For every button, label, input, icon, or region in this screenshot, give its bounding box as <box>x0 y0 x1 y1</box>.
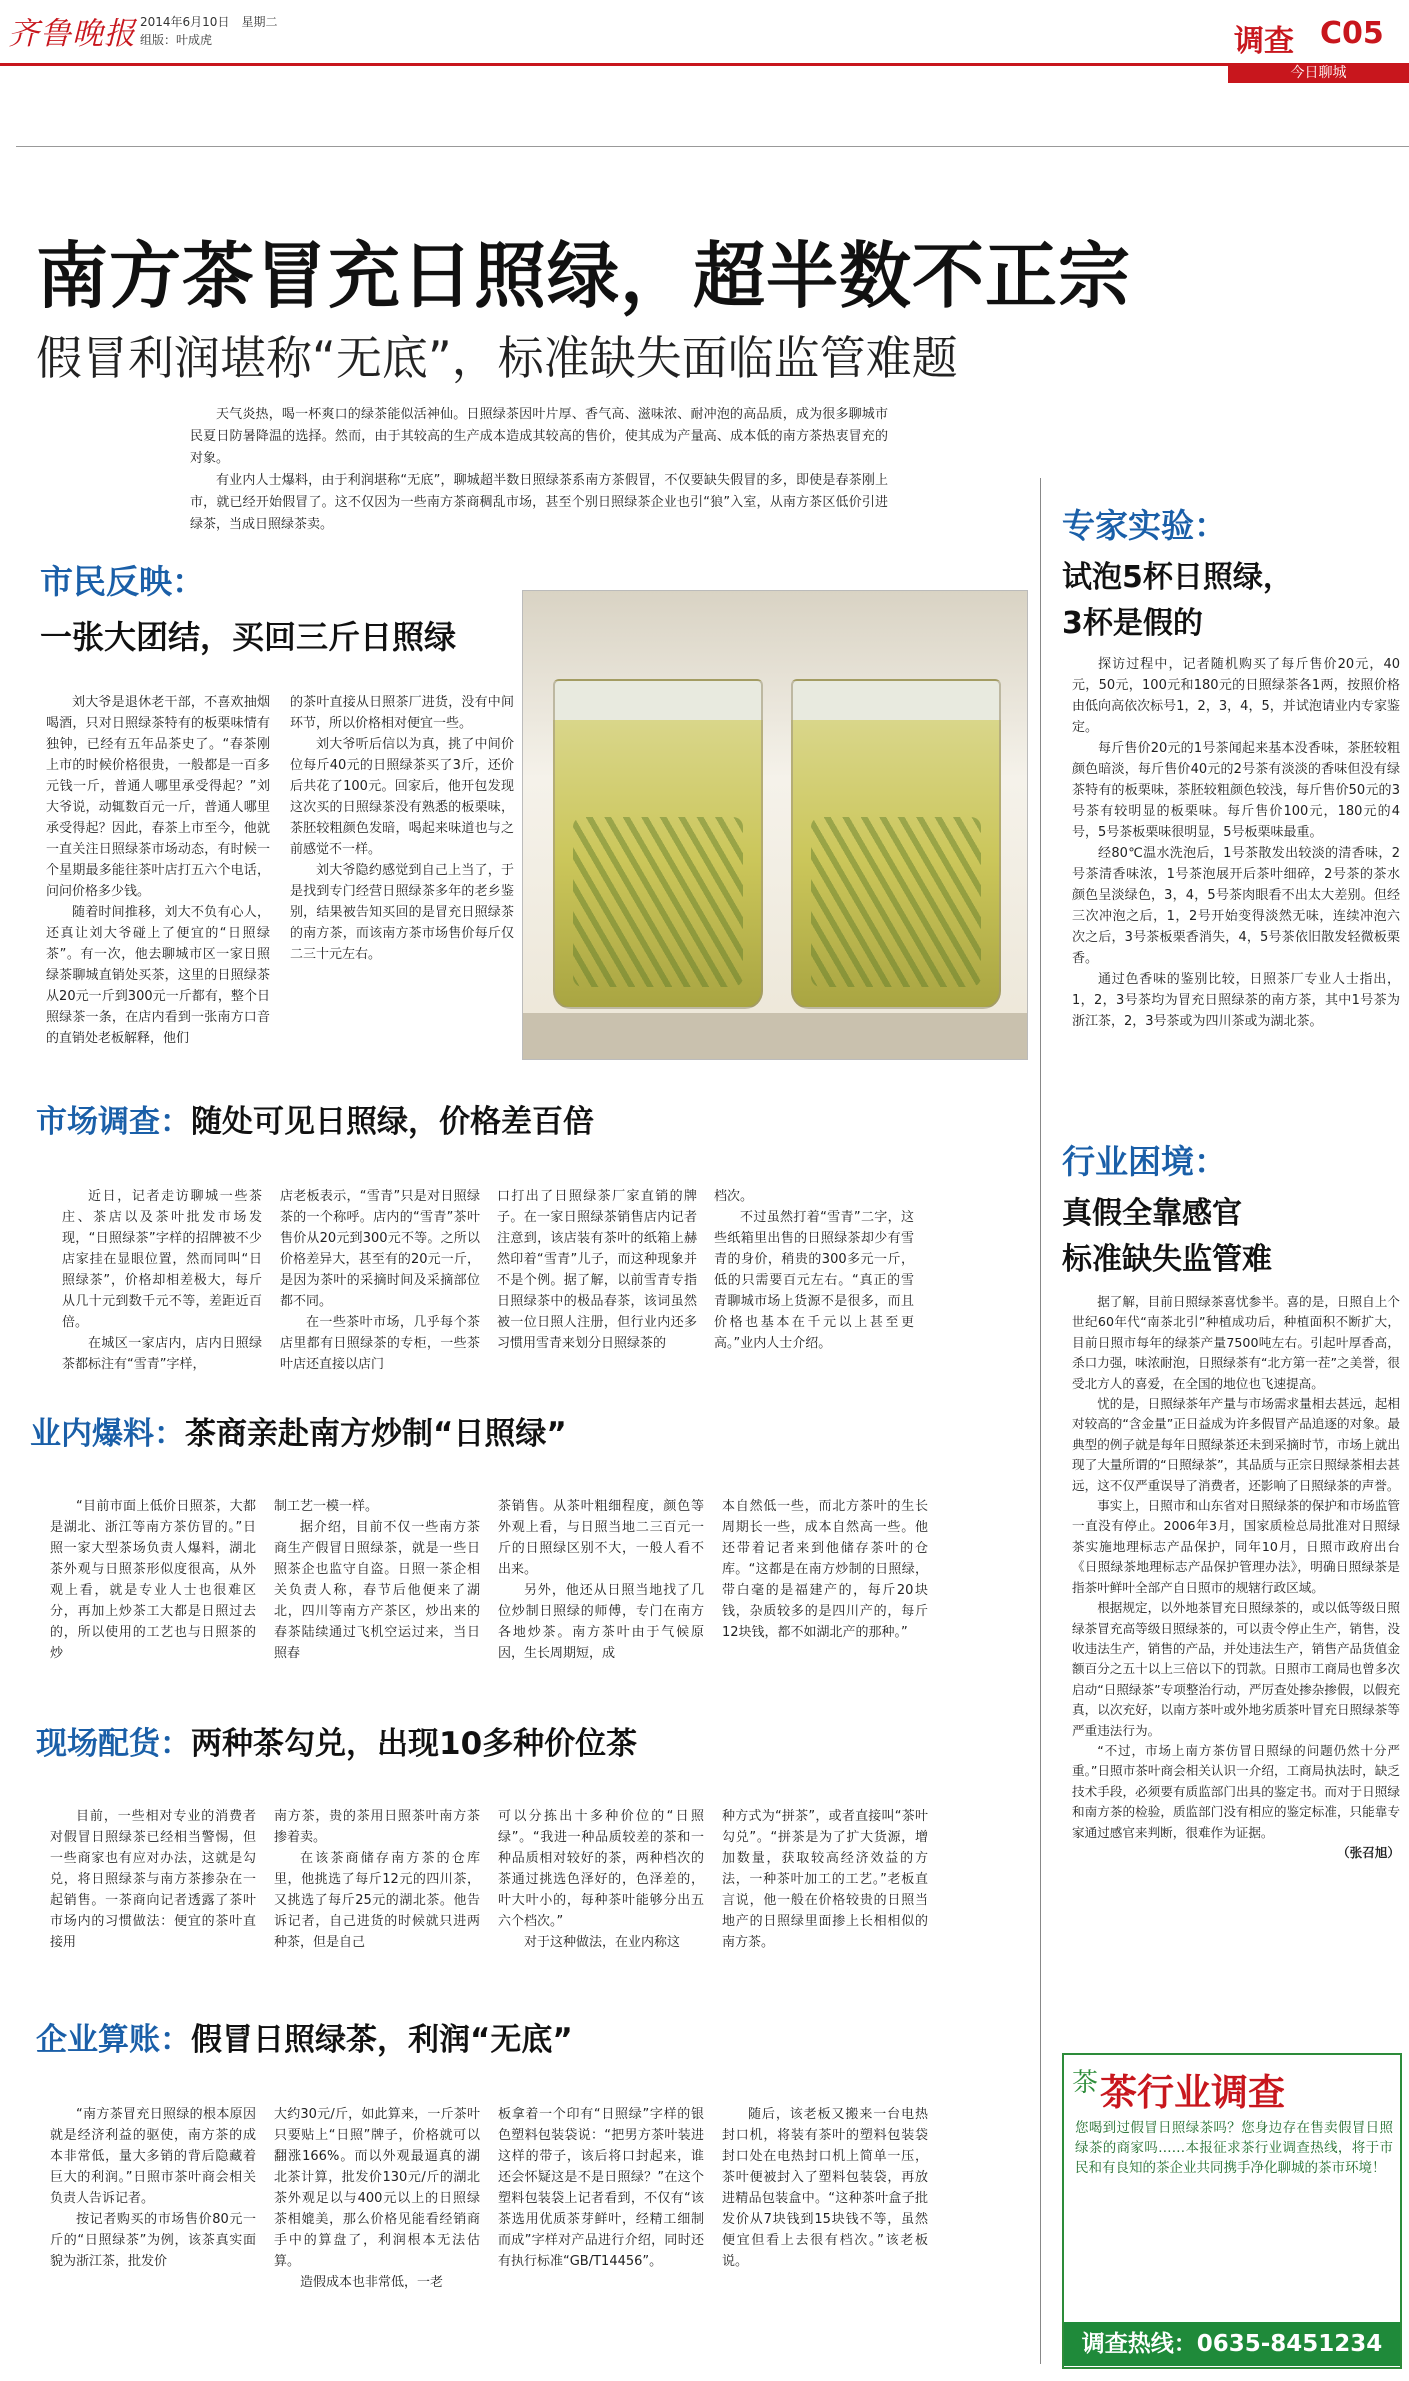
article-column <box>714 1186 914 1354</box>
ad-title: 茶行业调查 <box>1100 2071 1285 2114</box>
paragraph: 按记者购买的市场售价80元一斤的“日照绿茶”为例，该茶真实面貌为浙江茶，批发价 <box>50 2212 256 2269</box>
paragraph: 探访过程中，记者随机购买了每斤售价20元，40元，50元，100元和180元的日照绿茶各1两，按照价格由低向高依次标号1，2，3，4，5，并试泡请业内专家鉴定。 <box>1072 657 1400 735</box>
section-title-insider: 茶商亲赴南方炒制“日照绿” <box>185 1416 567 1452</box>
section-label: 市场调查： <box>36 1104 191 1140</box>
table-surface <box>523 1013 1027 1059</box>
lead-paragraph: 天气炎热，喝一杯爽口的绿茶能似活神仙。日照绿茶因叶片厚、香气高、滋味浓、耐冲泡的高品质，成为很多聊城市民夏日防暑降温的选择。然而，由于其较高的生产成本造成其较高的售价，使其成为产量高、成本低的南方茶热衷冒充的对象。 <box>190 407 888 466</box>
paragraph: 大约30元/斤，如此算来，一斤茶叶只要贴上“日照”牌子，价格就可以翻涨166%。而以外观最逼真的湖北茶计算，批发价130元/斤的湖北茶外观足以与400元以上的日照绿茶相媲美，那么价格见能看经销商手中的算盘了，利润根本无法估算。 <box>274 2107 480 2269</box>
section-label: 企业算账： <box>36 2022 191 2058</box>
section-label-business <box>36 2014 573 2059</box>
newspaper-logo: 齐鲁晚报 <box>8 16 136 52</box>
paragraph: 据了解，目前日照绿茶喜忧参半。喜的是，日照自上个世纪60年代“南茶北引”种植成功后，种植面积不断扩大，目前日照市每年的绿茶产量7500吨左右。引起叶厚香高，杀口力强，味浓耐泡，日照绿茶有“北方第一茬”之美誉，很受北方人的喜爱，在全国的地位也飞速提高。 <box>1072 1294 1400 1391</box>
paragraph: 的茶叶直接从日照茶厂进货，没有中间环节，所以价格相对便宜一些。 <box>290 695 514 731</box>
paragraph: 茶销售。从茶叶粗细程度，颜色等外观上看，与日照当地二三百元一斤的日照绿区别不大，一般人看不出来。 <box>498 1499 704 1577</box>
sidebar-column <box>1072 654 1400 1032</box>
sidebar-divider <box>1040 478 1041 2364</box>
paragraph: 制工艺一模一样。 <box>274 1499 379 1514</box>
paragraph: 另外，他还从日照当地找了几位炒制日照绿的师傅，专门在南方各地炒茶。南方茶叶由于气候原因，生长周期短，成 <box>498 1583 704 1661</box>
section-label: 现场配货： <box>36 1726 191 1762</box>
article-column <box>722 1806 928 1953</box>
layout-editor: 组版：叶成虎 <box>140 33 213 47</box>
sidebar-title-expert-2: 3杯是假的 <box>1062 606 1203 641</box>
tea-glasses-photo <box>522 590 1028 1060</box>
article-column <box>50 1806 256 1953</box>
paragraph: 在城区一家店内，店内日照绿茶都标注有“雪青”字样， <box>62 1336 262 1372</box>
paragraph: 口打出了日照绿茶厂家直销的牌子。在一家日照绿茶销售店内记者注意到，该店装有茶叶的纸箱上赫然印着“雪青”儿子，而这种现象并不是个例。据了解，以前雪青专指日照绿茶中的极品春茶，该词虽然被一位日照人注册，但行业内还多习惯用雪青来划分日照绿茶的 <box>497 1189 697 1351</box>
paragraph: 忧的是，日照绿茶年产量与市场需求量相去甚远，起相对较高的“含金量”正日益成为许多假冒产品追逐的对象。最典型的例子就是每年日照绿茶还未到采摘时节，市场上就出现了大量所谓的“日照绿茶”，其品质与正宗日照绿茶相去甚远，这不仅严重误导了消费者，还影响了日照绿茶的声誉。 <box>1072 1396 1400 1493</box>
article-column <box>50 1496 256 1664</box>
byline: （张召旭） <box>1337 1844 1400 1860</box>
paragraph: 通过色香味的鉴别比较，日照茶厂专业人士指出，1，2，3号茶均为冒充日照绿茶的南方茶，其中1号茶为浙江茶，2，3号茶或为四川茶或为湖北茶。 <box>1072 972 1400 1029</box>
headline: 南方茶冒充日照绿，超半数不正宗 <box>36 234 1132 318</box>
section-label-market <box>36 1096 594 1141</box>
paragraph: 档次。 <box>714 1189 754 1204</box>
section-name: 调查 <box>1234 24 1294 59</box>
tea-glass-left <box>553 679 763 1009</box>
article-column <box>498 2104 704 2272</box>
paragraph: 刘大爷是退休老干部，不喜欢抽烟喝酒，只对日照绿茶特有的板栗味情有独钟，已经有五年品茶史了。“春茶刚上市的时候价格很贵，一般都是一百多元钱一斤，普通人哪里承受得起？”刘大爷说，动辄数百元一斤，普通人哪里承受得起？因此，春茶上市至今，他就一直关注日照绿茶市场动态，有时候一个星期最多能往茶叶店打五六个电话，问问价格多少钱。 <box>46 695 270 899</box>
paragraph: “不过，市场上南方茶仿冒日照绿的问题仍然十分严重。”日照市茶叶商会相关认识一介绍，工商局执法时，缺乏技术手段，必须要有质监部门出具的鉴定书。而对于日照绿和南方茶的检验，质监部门没有相应的鉴定标准，只能靠专家通过感官来判断，很难作为证据。 <box>1072 1742 1400 1840</box>
paragraph: 本自然低一些，而北方茶叶的生长周期长一些，成本自然高一些。他还带着记者来到他储存茶叶的仓库。“这都是在南方炒制的日照绿，带白毫的是福建产的，每斤20块钱，杂质较多的是四川产的，每斤12块钱，都不如湖北产的那种。” <box>722 1499 928 1640</box>
paragraph: 近日，记者走访聊城一些茶庄、茶店以及茶叶批发市场发现，“日照绿茶”字样的招牌被不少店家挂在显眼位置，然而同叫“日照绿茶”，价格却相差极大，每斤从几十元到数千元不等，差距近百倍。 <box>62 1189 262 1330</box>
article-column <box>722 2104 928 2272</box>
paragraph: 刘大爷隐约感觉到自己上当了，于是找到专门经营日照绿茶多年的老乡鉴别，结果被告知买回的是冒充日照绿茶的南方茶，而该南方茶市场售价每斤仅二三十元左右。 <box>290 863 514 962</box>
subheadline: 假冒利润堪称“无底”，标准缺失面临监管难题 <box>36 331 958 385</box>
article-column <box>722 1496 928 1643</box>
paragraph: 随着时间推移，刘大不负有心人，还真让刘大爷碰上了便宜的“日照绿茶”。有一次，他去聊城市区一家日照绿茶聊城直销处买茶，这里的日照绿茶从20元一斤到300元一斤都有，整个日照绿茶一条，在店内看到一张南方口音的直销处老板解释，他们 <box>46 905 270 1046</box>
paragraph: 每斤售价20元的1号茶闻起来基本没香味，茶胚较粗颜色暗淡，每斤售价40元的2号茶有淡淡的香味但没有绿茶特有的板栗味，茶胚较粗颜色较浅，每斤售价50元的3号茶有较明显的板栗味。每斤售价100元，180元的4号，5号茶板栗味很明显，5号板栗味最重。 <box>1072 741 1400 840</box>
article-column <box>280 1186 480 1375</box>
sidebar-label-industry: 行业困境： <box>1062 1142 1227 1181</box>
dateline <box>140 13 277 49</box>
section-label-onsite <box>36 1718 637 1763</box>
paragraph: 可以分拣出十多种价位的“日照绿”。“我进一种品质较差的茶和一种品质相对较好的茶，两种档次的茶通过挑选色泽好的，色泽差的，叶大叶小的，每种茶叶能够分出五六个档次。” <box>498 1809 704 1929</box>
section-label-insider <box>30 1408 567 1453</box>
article-column <box>498 1806 704 1953</box>
header-divider <box>16 146 1409 147</box>
sidebar-title-industry-2: 标准缺失监管难 <box>1062 1242 1272 1277</box>
sidebar-title-industry: 真假全靠感官 <box>1062 1196 1242 1231</box>
paragraph: 种方式为“拼茶”，或者直接叫“茶叶勾兑”。“拼茶是为了扩大货源，增加数量，获取较高经济效益的方法，一种茶叶加工的工艺。”老板直言说，他一般在价格较贵的日照当地产的日照绿里面掺上长相相似的南方茶。 <box>722 1809 928 1950</box>
article-column <box>46 692 270 1049</box>
tea-glass-right <box>791 679 1001 1009</box>
paragraph: 据介绍，目前不仅一些南方茶商生产假冒日照绿茶，就是一些日照茶企也监守自盗。日照一茶企相关负责人称，春节后他便来了湖北，四川等南方产茶区，炒出来的春茶陆续通过飞机空运过来，当日照春 <box>274 1520 480 1661</box>
paragraph: “南方茶冒充日照绿的根本原因就是经济利益的驱使，南方茶的成本非常低，量大多销的背后隐藏着巨大的利润。”日照市茶叶商会相关负责人告诉记者。 <box>50 2107 256 2206</box>
paragraph: 随后，该老板又搬来一台电热封口机，将装有茶叶的塑料包装袋封口处在电热封口机上简单一压，茶叶便被封入了塑料包装袋，再放进精品包装盒中。“这种茶叶盒子批发价从7块钱到15块钱不等，虽然便宜但看上去很有档次。”该老板说。 <box>722 2107 928 2269</box>
section-title-market: 随处可见日照绿，价格差百倍 <box>191 1104 594 1140</box>
section-label: 业内爆料： <box>30 1416 185 1452</box>
section-title-citizens: 一张大团结，买回三斤日照绿 <box>40 618 457 656</box>
article-column <box>274 1496 480 1664</box>
sidebar-title-expert: 试泡5杯日照绿， <box>1062 560 1293 595</box>
sidebar-column <box>1072 1292 1400 1863</box>
lead-paragraphs <box>190 404 888 536</box>
paragraph: 不过虽然打着“雪青”二字，这些纸箱里出售的日照绿茶却少有雪青的身价，稍贵的300多元一斤，低的只需要百元左右。“真正的雪青聊城市场上货源不是很多，而且价格也基本在千元以上甚至更高。”业内人士介绍。 <box>714 1210 914 1351</box>
article-column <box>274 2104 480 2293</box>
paragraph: 造假成本也非常低，一老 <box>300 2275 444 2290</box>
lead-paragraph: 有业内人士爆料，由于利润堪称“无底”，聊城超半数日照绿茶系南方茶假冒，不仅要缺失假冒的多，即使是春茶刚上市，就已经开始假冒了。这不仅因为一些南方茶商稠乱市场，甚至个别日照绿茶企业也引“狼”入室，从南方茶区低价引进绿茶，当成日照绿茶卖。 <box>190 473 888 532</box>
article-column <box>290 692 514 965</box>
paragraph: 板拿着一个印有“日照绿”字样的银色塑料包装袋说：“把男方茶叶装进这样的带子，该后将口封起来，谁还会怀疑这是不是日照绿？”在这个塑料包装袋上记者看到，不仅有“该茶选用优质茶芽鲜叶，经精工细制而成”字样对产品进行介绍，同时还有执行标准“GB/T14456”。 <box>498 2107 704 2269</box>
section-title-business: 假冒日照绿茶，利润“无底” <box>191 2022 573 2058</box>
section-title-onsite: 两种茶勾兑，出现10多种价位茶 <box>191 1726 638 1762</box>
paragraph: “目前市面上低价日照茶，大都是湖北、浙江等南方茶仿冒的。”日照一家大型茶场负责人爆料，湖北茶外观与日照茶形似度很高，从外观上看，就是专业人士也很难区分，再加上炒茶工大都是日照过去的，所以使用的工艺也与日照茶的炒 <box>50 1499 256 1661</box>
article-column <box>274 1806 480 1953</box>
ad-body: 您喝到过假冒日照绿茶吗？您身边存在售卖假冒日照绿茶的商家吗……本报征求茶行业调查热线，将于市民和有良知的茶企业共同携手净化聊城的茶市环境！ <box>1075 2120 1393 2176</box>
paragraph: 根据规定，以外地茶冒充日照绿茶的，或以低等级日照绿茶冒充高等级日照绿茶的，可以责令停止生产，销售，没收违法生产，销售的产品，并处违法生产，销售产品货值金额百分之五十以上三倍以下的罚款。日照市工商局也曾多次启动“日照绿茶”专项整治行动，严厉查处掺杂掺假，以假充真，以次充好，以南方茶叶或外地劣质茶叶冒充日照绿茶等严重违法行为。 <box>1072 1600 1400 1738</box>
tea-leaf-icon: 茶 <box>1072 2068 1099 2098</box>
column-tag: 今日聊城 <box>1228 63 1409 83</box>
paragraph: 在该茶商储存南方茶的仓库里，他挑选了每斤12元的四川茶，又挑选了每斤25元的湖北茶。他告诉记者，自己进货的时候就只进两种茶，但是自己 <box>274 1851 480 1950</box>
paragraph: 南方茶，贵的茶用日照茶叶南方茶掺着卖。 <box>274 1809 480 1845</box>
paragraph: 目前，一些相对专业的消费者对假冒日照绿茶已经相当警惕，但一些商家也有应对办法，这就是勾兑，将日照绿茶与南方茶掺杂在一起销售。一茶商向记者透露了茶叶市场内的习惯做法：便宜的茶叶直接用 <box>50 1809 256 1950</box>
article-column <box>497 1186 697 1354</box>
paragraph: 对于这种做法，在业内称这 <box>524 1935 681 1950</box>
article-column <box>50 2104 256 2272</box>
page-number: C05 <box>1320 16 1384 51</box>
sidebar-label-expert: 专家实验： <box>1062 506 1227 545</box>
issue-date: 2014年6月10日 星期二 <box>140 15 278 29</box>
section-label-citizens: 市民反映： <box>40 562 205 601</box>
paragraph: 在一些茶叶市场，几乎每个茶店里都有日照绿茶的专柜，一些茶叶店还直接以店门 <box>280 1315 480 1372</box>
paragraph: 事实上，日照市和山东省对日照绿茶的保护和市场监管一直没有停止。2006年3月，国家质检总局批准对日照绿茶实施地理标志产品保护，同年10月，日照市政府出台《日照绿茶地理标志产品保护管理办法》，明确日照绿茶是指茶叶鲜叶全部产自日照市的规辖行政区域。 <box>1072 1498 1400 1595</box>
paragraph: 经80℃温水洗泡后，1号茶散发出较淡的清香味，2号茶清香味浓，1号茶泡展开后茶叶细碎，2号茶的茶水颜色呈淡绿色，3，4，5号茶肉眼看不出太大差别。但经三次冲泡之后，1，2号开始变得淡然无味，连续冲泡六次之后，3号茶板栗香消失，4，5号茶依旧散发轻微板栗香。 <box>1072 846 1400 966</box>
article-column <box>498 1496 704 1664</box>
paragraph: 刘大爷听后信以为真，挑了中间价位每斤40元的日照绿茶买了3斤，还价后共花了100元。回家后，他开包发现这次买的日照绿茶没有熟悉的板栗味，茶胚较粗颜色发暗，喝起来味道也与之前感觉不一样。 <box>290 737 514 857</box>
article-column <box>62 1186 262 1375</box>
paragraph: 店老板表示，“雪青”只是对日照绿茶的一个称呼。店内的“雪青”茶叶售价从20元到300元不等。之所以价格差异大，甚至有的20元一斤，是因为茶叶的采摘时间及采摘部位都不同。 <box>280 1189 480 1309</box>
hotline-bar[interactable]: 调查热线：0635-8451234 <box>1064 2322 1400 2366</box>
